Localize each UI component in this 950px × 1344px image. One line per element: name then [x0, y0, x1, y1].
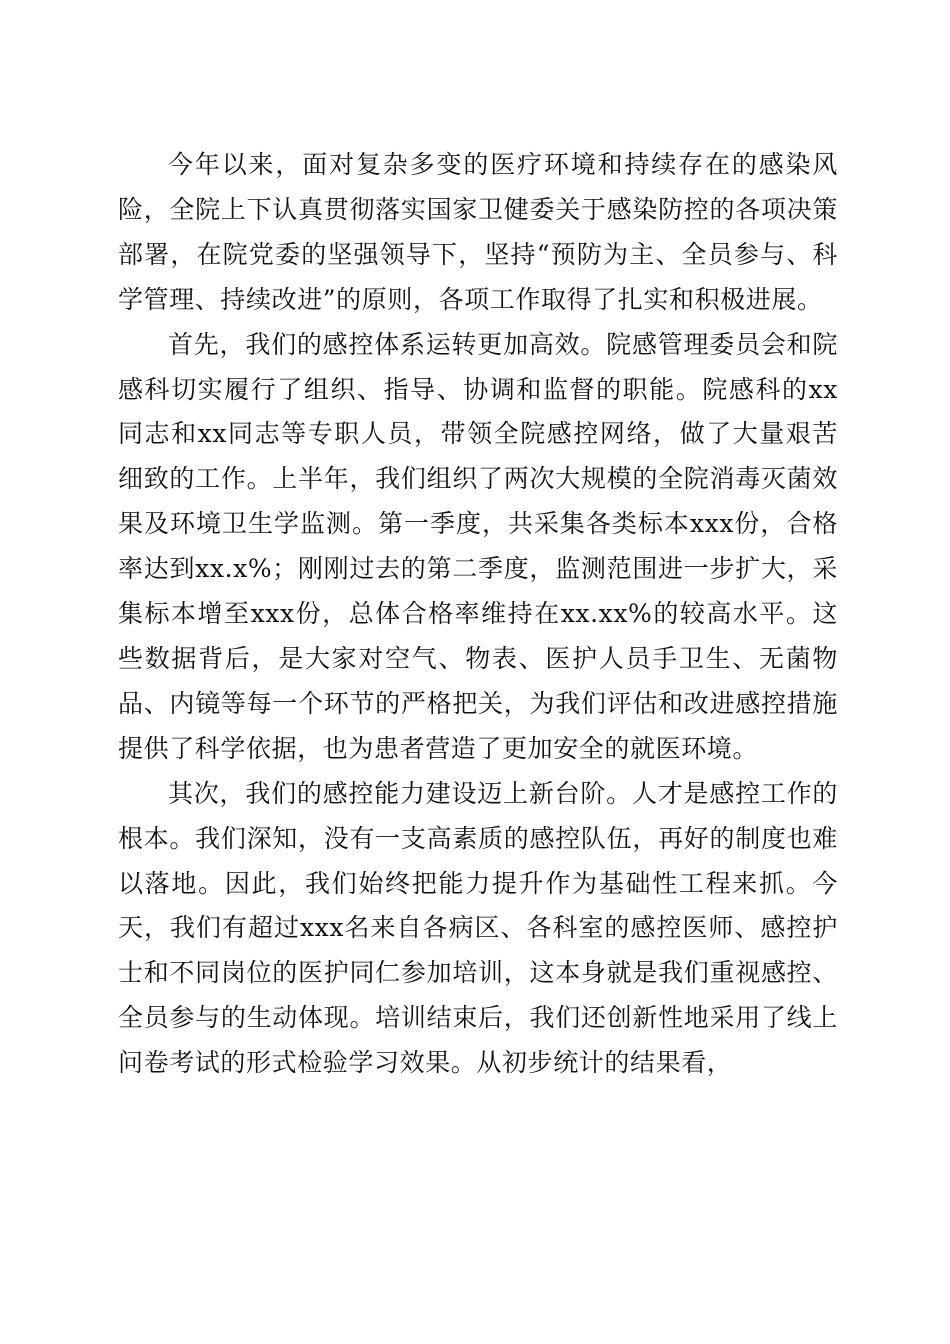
paragraph-capacity: 其次，我们的感控能力建设迈上新台阶。人才是感控工作的根本。我们深知，没有一支高素质的感控队伍，再好的制度也难以落地。因此，我们始终把能力提升作为基础性工程来抓。今天，我们有超过xxx名来自各病区、各科室的感控医师、感控护士和不同岗位的医护同仁参加培训，这本身就是我们重视感控、全员参与的生动体现。培训结束后，我们还创新性地采用了线上问卷考试的形式检验学习效果。从初步统计的结果看， — [118, 778, 838, 1078]
paragraph-system: 首先，我们的感控体系运转更加高效。院感管理委员会和院感科切实履行了组织、指导、协调和监督的职能。院感科的xx同志和xx同志等专职人员，带领全院感控网络，做了大量艰苦细致的工作。上半年，我们组织了两次大规模的全院消毒灭菌效果及环境卫生学监测。第一季度，共采集各类标本xxx份，合格率达到xx.x%；刚刚过去的第二季度，监测范围进一步扩大，采集标本增至xxx份，总体合格率维持在xx.xx%的较高水平。这些数据背后，是大家对空气、物表、医护人员手卫生、无菌物品、内镜等每一个环节的严格把关，为我们评估和改进感控措施提供了科学依据，也为患者营造了更加安全的就医环境。 — [118, 329, 838, 763]
document-body — [118, 143, 838, 1086]
paragraph-intro: 今年以来，面对复杂多变的医疗环境和持续存在的感染风险，全院上下认真贯彻落实国家卫健委关于感染防控的各项决策部署，在院党委的坚强领导下，坚持“预防为主、全员参与、科学管理、持续改进”的原则，各项工作取得了扎实和积极进展。 — [118, 150, 838, 314]
